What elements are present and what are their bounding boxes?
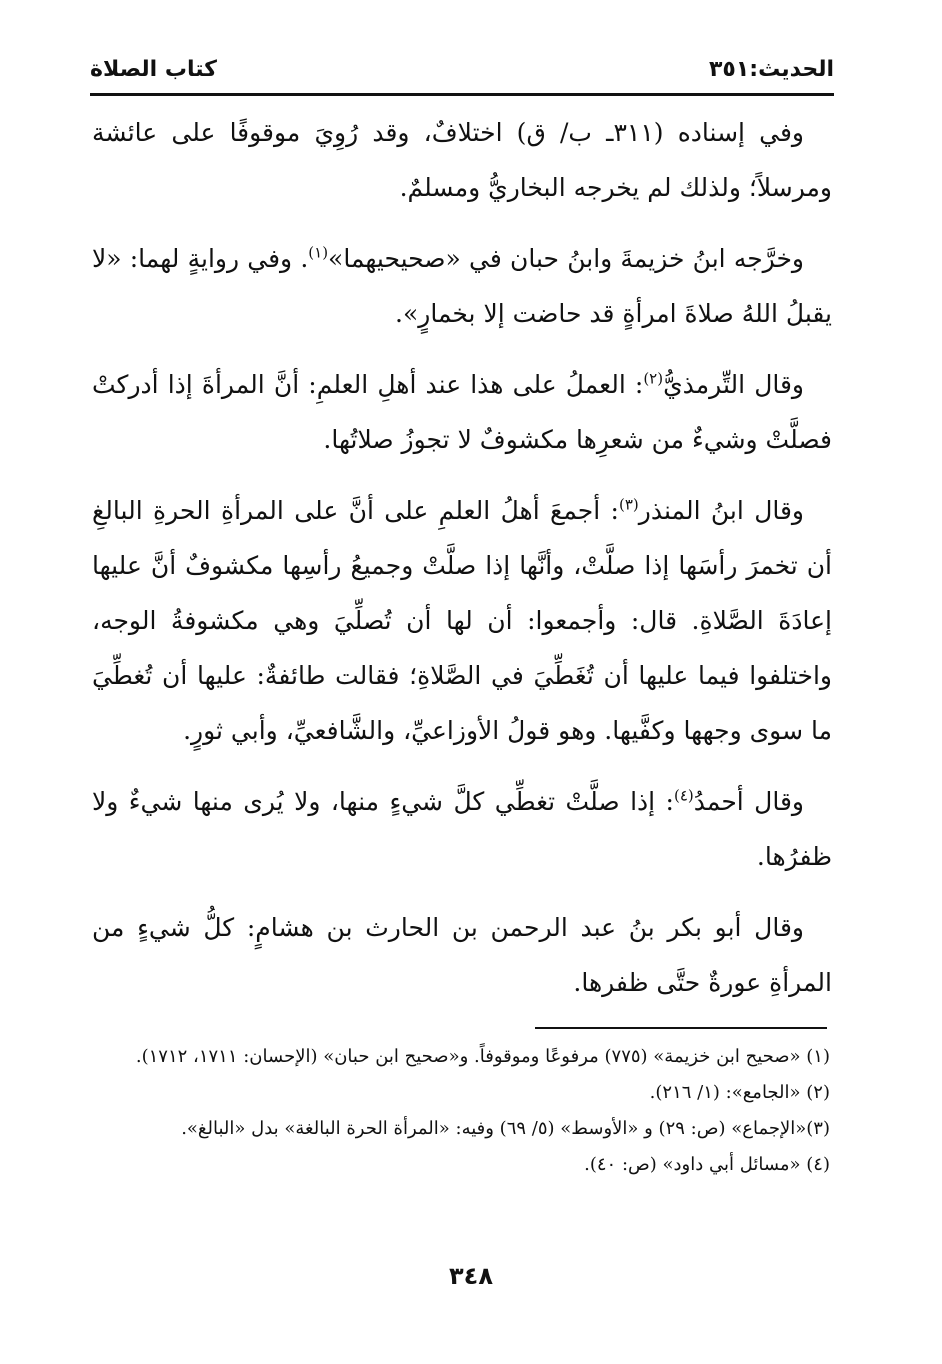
paragraph: وقال أحمدُ$^{(٤)}$: إذا صلَّتْ تغطِّي كلَّ شيءٍ منها، ولا يُرى منها شيءٌ ولا ظفرُها. [92, 786, 832, 871]
paragraph: وخرَّجه ابنُ خزيمةَ وابنُ حبان في «صحيحيهما»$^{(١)}$. وفي روايةٍ لهما: «لا يقبلُ اللهُ صلاةَ امرأةٍ قد حاضت إلا بخمارٍ». [92, 243, 832, 328]
paragraph: وقال التِّرمذيُّ$^{(٢)}$: العملُ على هذا عند أهلِ العلمِ: أنَّ المرأةَ إذا أدركتْ فصلَّتْ وشيءٌ من شعرِها مكشوفٌ لا تجوزُ صلاتُها. [92, 369, 832, 454]
footnote-marker: (٤) [673, 786, 694, 805]
footnote-marker: (٣) [618, 495, 639, 514]
footnote: (١) «صحيح ابن خزيمة» (٧٧٥) مرفوعًا وموقوفاً. و«صحيح ابن حبان» (الإحسان: ١٧١١، ١٧١٢). [135, 1046, 830, 1067]
footnotes [92, 1042, 830, 1186]
main-text [92, 105, 832, 1026]
hadith-number-label: الحديث:٣٥١ [708, 56, 834, 82]
footnote: (٢) «الجامع»: (١/ ٢١٦). [649, 1082, 830, 1103]
paragraph: وقال ابنُ المنذر$^{(٣)}$: أجمعَ أهلُ العلمِ على أنَّ على المرأةِ الحرةِ البالغِ أن تخمرَ رأسَها إذا صلَّتْ، وأنَّها إذا صلَّتْ وجميعُ رأسِها مكشوفٌ أنَّ عليها إعادَةَ الصَّلاةِ. قال: وأجمعوا: أن لها أن تُصلِّيَ وهي مكشوفةُ الوجه، واختلفوا فيما عليها أن تُغَطِّيَ في الصَّلاةِ؛ فقالت طائفةٌ: عليها أن تُغطِّيَ ما سوى وجهها وكفَّيها. وهو قولُ الأوزاعيِّ، والشَّافعيِّ، وأبي ثورٍ. [92, 495, 832, 745]
footnote-marker: (٢) [643, 369, 664, 388]
footnote: (٣)«الإجماع» (ص: ٢٩) و «الأوسط» (٥/ ٦٩) وفيه: «المرأة الحرة البالغة» بدل «البالغ». [181, 1118, 830, 1139]
book-title: كتاب الصلاة [90, 56, 217, 82]
footnote: (٤) «مسائل أبي داود» (ص: ٤٠). [584, 1154, 830, 1175]
header-divider [90, 93, 834, 96]
running-header [90, 52, 834, 86]
footnote-divider [535, 1027, 827, 1029]
page-number: ٣٤٨ [449, 1262, 493, 1290]
paragraph: وقال أبو بكر بنُ عبد الرحمن بن الحارث بن هشامٍ: كلُّ شيءٍ من المرأةِ عورةٌ حتَّى ظفرها. [92, 913, 832, 997]
footnote-marker: (١) [308, 243, 329, 262]
paragraph: وفي إسناده (٣١١ـ ب/ ق) اختلافٌ، وقد رُوِيَ موقوفًا على عائشة ومرسلاً؛ ولذلك لم يخرجه البخاريُّ ومسلمٌ. [92, 118, 832, 202]
